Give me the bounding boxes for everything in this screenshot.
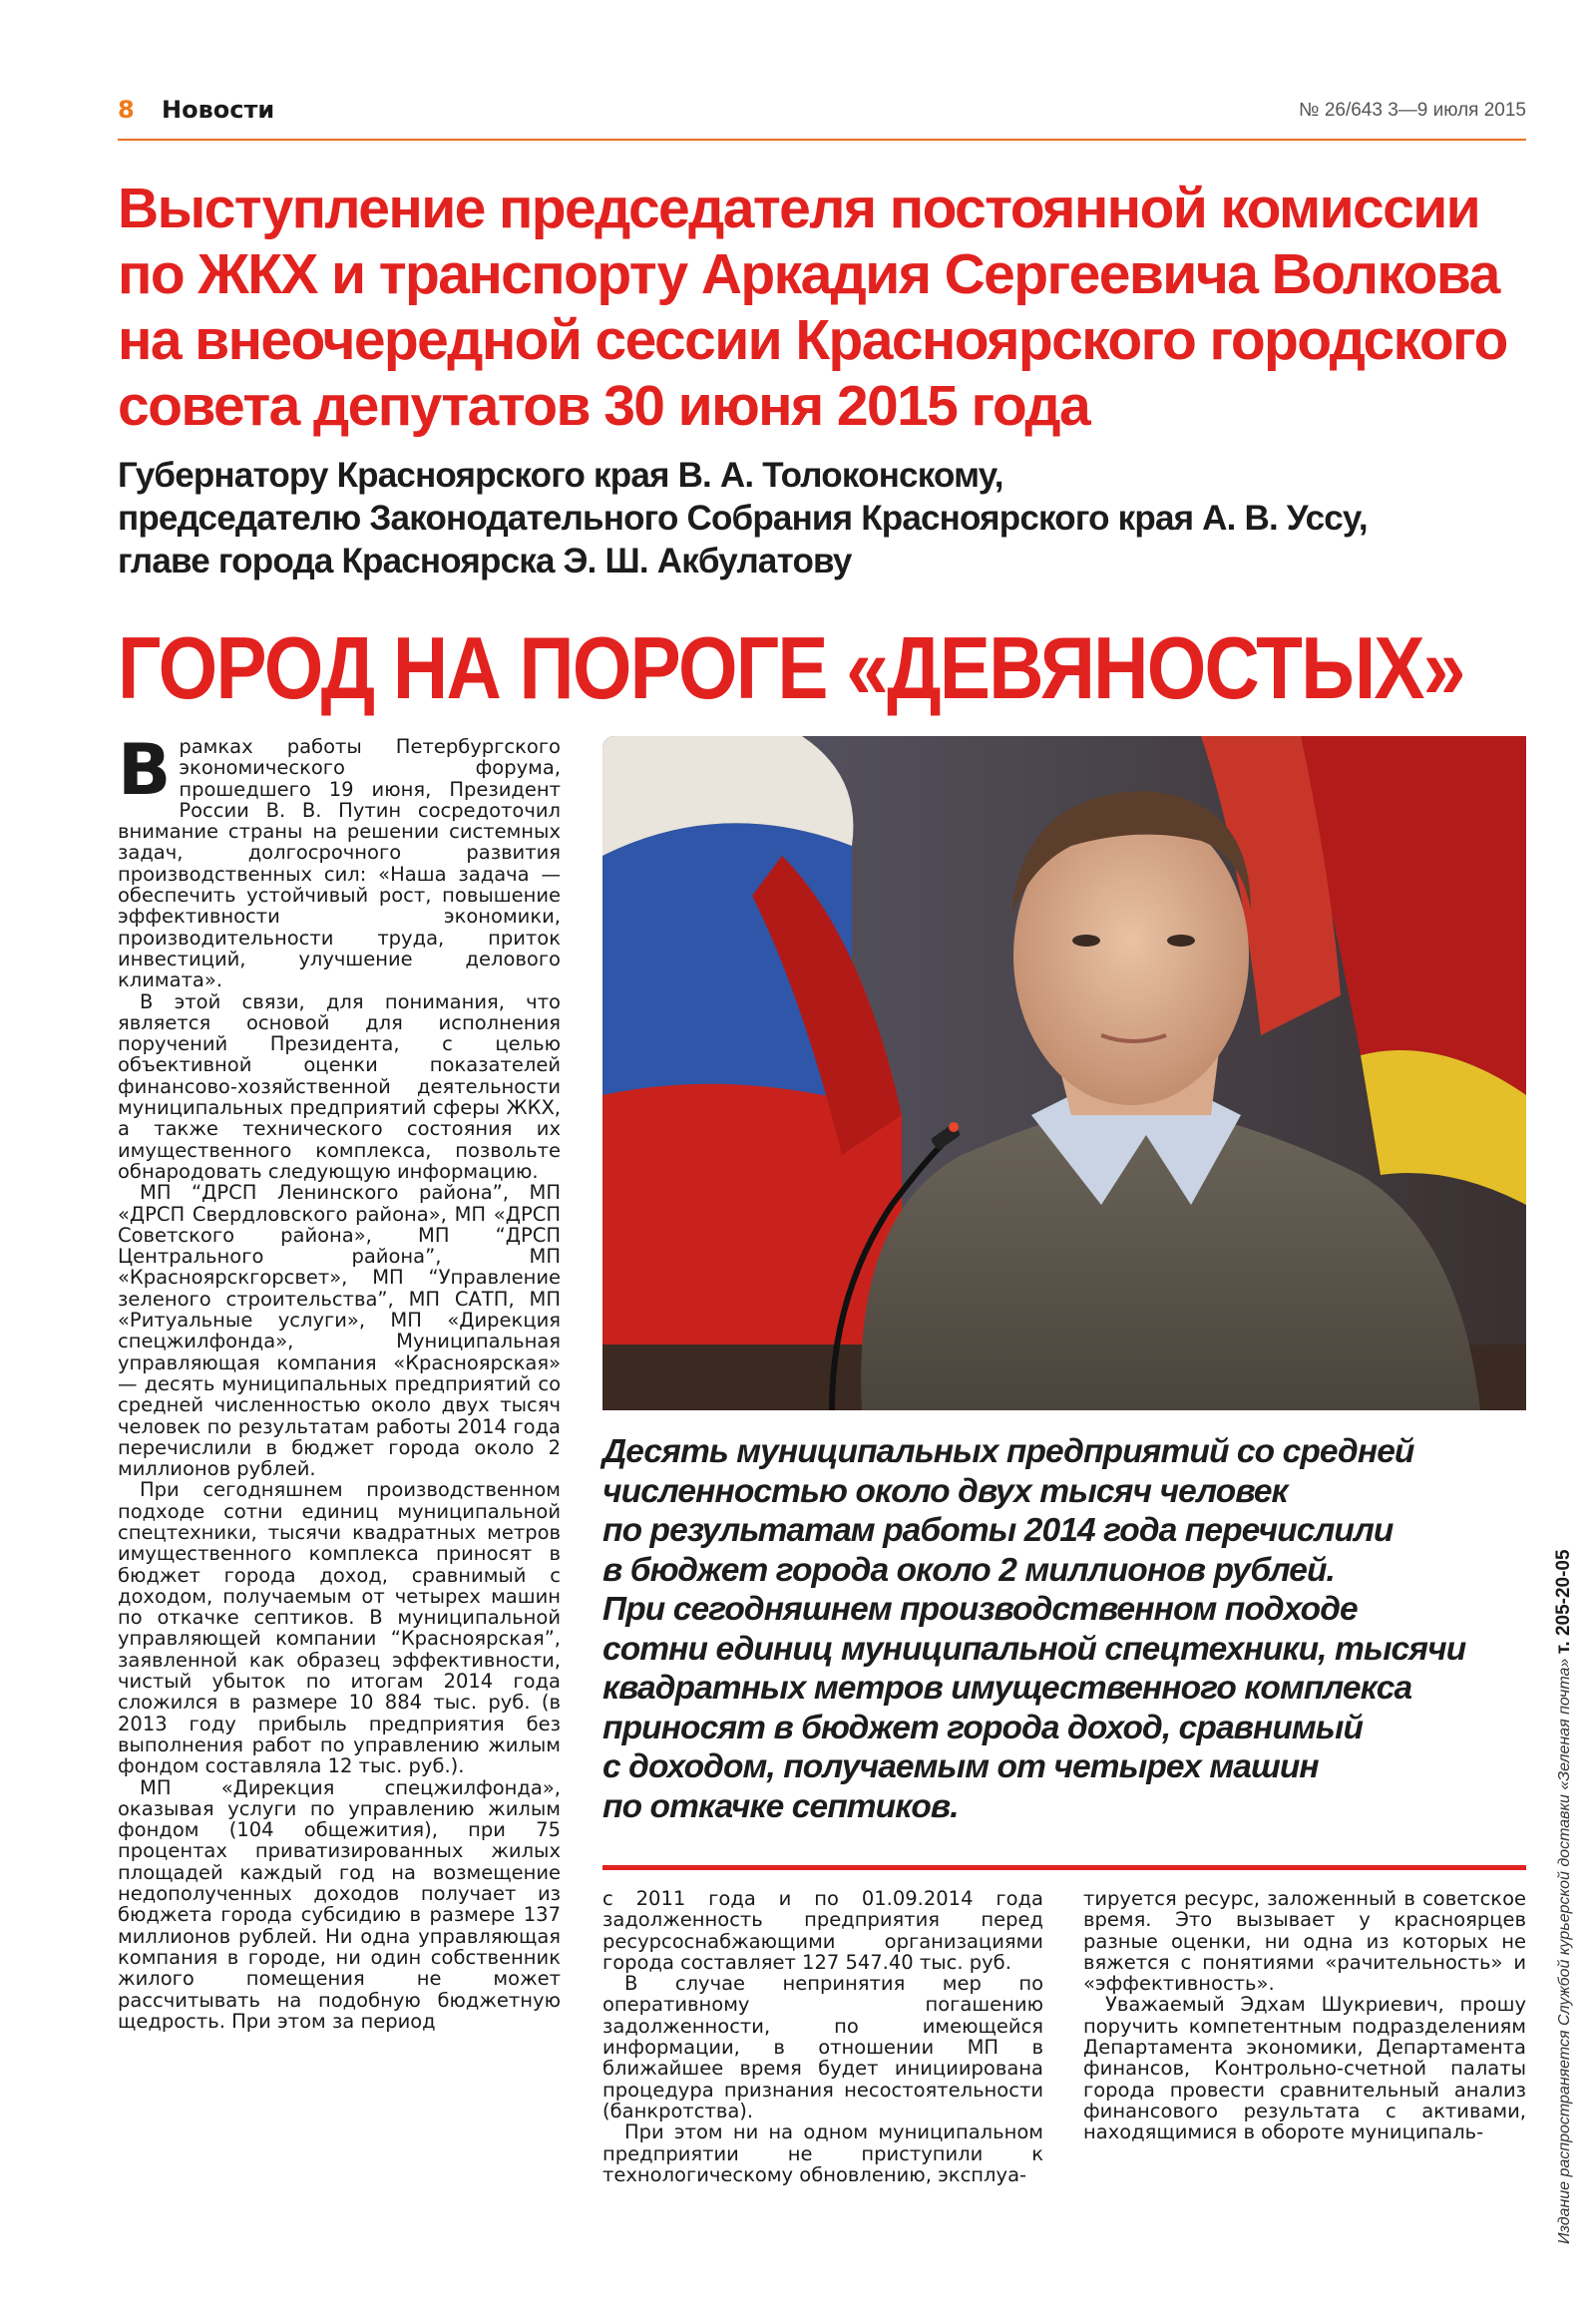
issue-info: № 26/643 3—9 июля 2015 <box>1299 100 1526 121</box>
pull-quote-line: сотни единиц муниципальной спецтехники, тысячи <box>602 1630 1466 1668</box>
pull-quote <box>602 1432 1526 1826</box>
article-title: ГОРОД НА ПОРОГЕ «ДЕВЯНОСТЫХ» <box>118 618 1464 717</box>
article-column-right <box>1083 1888 1526 2143</box>
pull-quote-line: квадратных метров имущественного комплекса <box>602 1670 1412 1707</box>
pull-quote-line: приносят в бюджет города доход, сравнимый <box>602 1709 1364 1746</box>
headline <box>118 176 1534 439</box>
article-paragraph: МП «Дирекция спецжилфонда», оказывая услуги по управлению жилым фондом (104 общежития), при 75 процентах приватизированных жилых площадей каждый год на возмещение недополученных доходов получает из бюджета города субсидию в размере 137 миллионов рублей. Ни одна управляющая компания в городе, ни один собственник жилого помещения не может рассчитывать на подобную бюджетную щедрость. При этом за период <box>118 1775 561 2033</box>
pull-quote-line: в бюджет города около 2 миллионов рублей. <box>602 1551 1335 1589</box>
header-rule <box>118 139 1526 141</box>
quote-rule <box>602 1865 1526 1870</box>
headline-line: по ЖКХ и транспорту Аркадия Сергеевича Волкова <box>118 242 1499 306</box>
page-header <box>118 96 1526 142</box>
distribution-note <box>1553 1549 1575 2244</box>
pull-quote-line: Десять муниципальных предприятий со средней <box>602 1433 1414 1470</box>
pull-quote-line: по результатам работы 2014 года перечислили <box>602 1512 1394 1549</box>
headline-line: Выступление председателя постоянной комиссии <box>118 177 1480 240</box>
dropcap: В <box>118 729 172 811</box>
distribution-text: Издание распространяется Службой курьерской доставки «Зеленая почта» <box>1556 1658 1573 2244</box>
distribution-phone: т. 205-20-05 <box>1553 1549 1574 1655</box>
speaker-photo <box>602 736 1526 1410</box>
page-number: 8 <box>118 96 135 124</box>
article-paragraph: В этой связи, для понимания, что является основой для исполнения поручений Президента, с целью объективной оценки показателей финансово-хозяйственной деятельности муниципальных предприятий сферы ЖКХ, а также технического состояния их имущественного комплекса, позвольте обнародовать следующую информацию. <box>118 989 561 1183</box>
headline-line: совета депутатов 30 июня 2015 года <box>118 374 1090 438</box>
section-name: Новости <box>162 96 275 124</box>
pull-quote-line: При сегодняшнем производственном подходе <box>602 1591 1358 1628</box>
addressee-line: главе города Красноярска Э. Ш. Акбулатову <box>118 542 852 580</box>
article-paragraph: Уважаемый Эдхам Шукриевич, прошу поручить компетентным подразделениям Департамента экономики, Департамента финансов, Контрольно-счетной палаты города провести сравнительный анализ финансового результата с активами, находящимися в обороте муниципаль- <box>1083 1993 1526 2144</box>
addressee-line: председателю Законодательного Собрания Красноярского края А. В. Уссу, <box>118 499 1368 538</box>
pull-quote-line: численностью около двух тысяч человек <box>602 1472 1288 1510</box>
article-paragraph: В случае непринятия мер по оперативному погашению задолженности, по имеющейся информации, в отношении МП в ближайшее время будет инициирована процедура признания несостоятельности (банкротства). <box>602 1972 1043 2122</box>
pull-quote-line: с доходом, получаемым от четырех машин <box>602 1748 1319 1785</box>
article-paragraph: При сегодняшнем производственном подходе сотни единиц муниципальной спецтехники, тысячи квадратных метров имущественного комплекса приносят в бюджет города доход, сравнимый с доходом, получаемым от четырех машин по откачке септиков. В муниципальной управляющей компании “Красноярская”, заявленной как образец эффективности, чистый убыток по итогам 2014 года сложился в размере 10 884 тыс. руб. (в 2013 году прибыль предприятия без выполнения работ по управлению жилым фондом составляла 12 тыс. руб.). <box>118 1478 561 1778</box>
addressee-line: Губернатору Красноярского края В. А. Толоконскому, <box>118 456 1003 495</box>
addressees <box>118 454 1534 582</box>
article-paragraph: При этом ни на одном муниципальном предприятии не приступили к технологическому обновлению, эксплуа- <box>602 2120 1043 2186</box>
article-column-left <box>118 729 561 2033</box>
speaker-photo-illustration <box>602 736 1526 1410</box>
article-paragraph: МП “ДРСП Ленинского района”, МП «ДРСП Свердловского района», МП «ДРСП Советского района», МП “ДРСП Центрального района”, МП «Красноярскгорсвет», МП “Управление зеленого строительства”, МП САТП, МП «Ритуальные услуги», МП «Дирекция спецжилфонда», Муниципальная управляющая компания «Красноярская» — десять муниципальных предприятий со средней численностью около двух тысяч человек по результатам работы 2014 года перечислили в бюджет города около 2 миллионов рублей. <box>118 1181 561 1481</box>
article-paragraph: с 2011 года и по 01.09.2014 года задолженность предприятия перед ресурсоснабжающими организациями города составляет 127 547.40 тыс. руб. <box>602 1887 1043 1974</box>
article-paragraph: Врамках работы Петербургского экономического форума, прошедшего 19 июня, Президент России В. В. Путин сосредоточил внимание страны на решении системных задач, долгосрочного развития производственных сил: «Наша задача — обеспечить устойчивый рост, повышение эффективности экономики, производительности труда, приток инвестиций, улучшение делового климата». <box>118 729 561 992</box>
pull-quote-line: по откачке септиков. <box>602 1787 959 1825</box>
article-paragraph: тируется ресурс, заложенный в советское время. Это вызывает у красноярцев разные оценки, ни одна из которых не вяжется с понятиями «рачительность» и «эффективность». <box>1083 1887 1526 1996</box>
article-column-middle <box>602 1888 1043 2185</box>
headline-line: на внеочередной сессии Красноярского городского <box>118 308 1507 372</box>
